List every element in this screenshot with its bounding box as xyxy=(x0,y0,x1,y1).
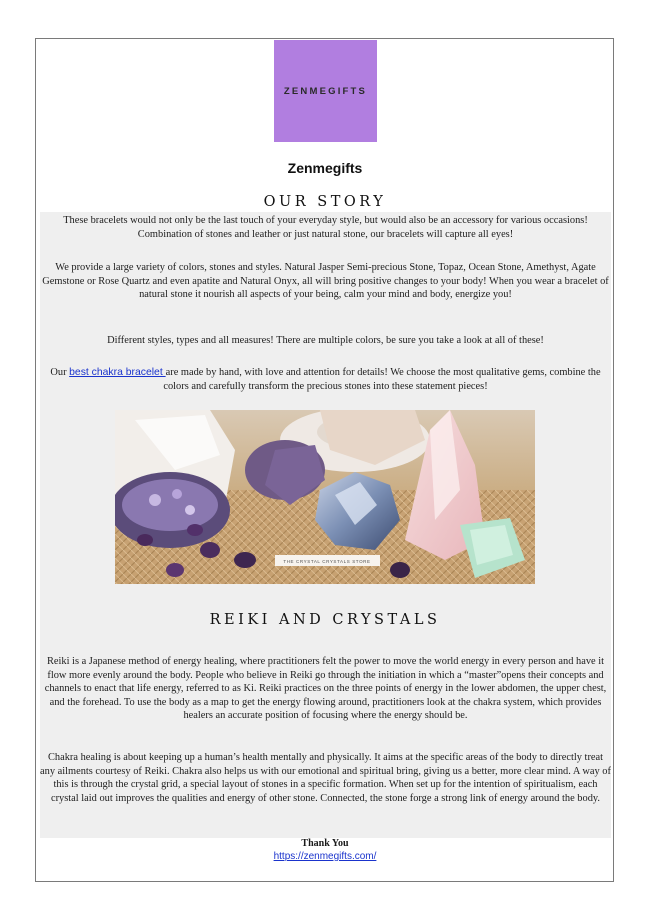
story-paragraph-3: Different styles, types and all measures! There are multiple colors, be sure you take a look at all of these! xyxy=(107,335,544,346)
story-paragraph-2: We provide a large variety of colors, stones and styles. Natural Jasper Semi-precious Stone, Topaz, Ocean Stone, Amethyst, Agate Gemstone or Rose Quartz and even apatite and Natural Onyx, all will bring positive changes to your body! When you wear a bracelet of natural stone it nourish all aspects of your being, calm your mind and body, energize you! xyxy=(42,262,609,301)
story-paragraph-1: These bracelets would not only be the last touch of your everyday style, but would also be an accessory for various occasions! Combination of stones and leather or just natural stone, our bracelets will capture all eyes! xyxy=(63,215,588,240)
reiki-paragraph-2: Chakra healing is about keeping up a human’s health mentally and physically. It aims at the specific areas of the body to directly treat any ailments courtesy of Reiki. Chakra also helps us with our emotional and spiritual bring, giving us a better, more clear mind. A way of this is through the crystal grid, a special layout of stones in a specific formation. When set up for the intention of spiritualism, each crystal laid out improves the qualities and energy of other stone. Connected, the stone forge a strong link of energy around the body. xyxy=(40,752,611,804)
photo-caption: THE CRYSTAL CRYSTALS STORE xyxy=(283,559,371,564)
thank-you-text: Thank You xyxy=(301,838,349,849)
chakra-bracelet-link[interactable]: best chakra bracelet xyxy=(69,367,166,378)
story-paragraph-4-prefix: Our xyxy=(50,367,70,378)
brand-logo xyxy=(274,40,377,142)
logo-text: ZENMEGIFTS xyxy=(283,85,368,97)
our-story-heading: OUR STORY xyxy=(263,194,387,210)
footer-link-wrap xyxy=(0,851,650,862)
story-paragraph-4-suffix: are made by hand, with love and attention for details! We choose the most qualitative gems, combine the colors and carefully transform the precious stones into these statement pieces! xyxy=(163,367,601,392)
crystals-photo xyxy=(115,410,535,584)
story-paragraph-4 xyxy=(40,366,611,393)
reiki-heading: REIKI AND CRYSTALS xyxy=(209,612,441,628)
website-link[interactable]: https://zenmegifts.com/ xyxy=(273,851,377,862)
reiki-paragraph-1: Reiki is a Japanese method of energy healing, where practitioners felt the power to move the world energy in every person and have it flow more evenly around the body. People who believe in Reiki go through the initiation in which a “master”opens their concepts and channels to enact that life energy, referred to as Ki. Reiki practices on the three points of energy in the lower abdomen, the upper chest, and the forehead. To use the body as a map to get the energy flowing around, practitioners look at the chakra system, which provides healers an accurate position of focusing where the energy should be. xyxy=(44,656,607,722)
brand-name: Zenmegifts xyxy=(287,160,363,176)
